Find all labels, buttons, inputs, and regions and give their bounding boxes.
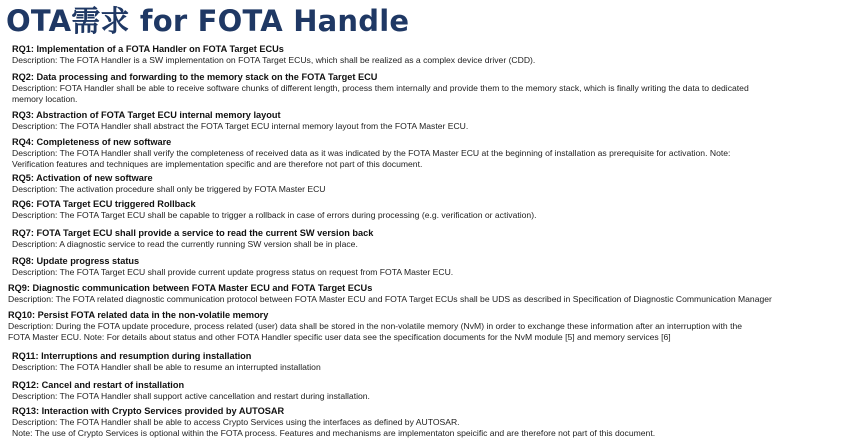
requirement-description: Description: During the FOTA update procedure, process related (user) data shall be stored in the non-volatile memory (NvM) in order to exchange these information after an interruption with the FOTA Master ECU. Note: For details about status and other FOTA Handler specific user data see the specification documents for the NvM module [5] and memory services [6]	[8, 321, 743, 342]
requirement-description: Description: The FOTA Target ECU shall provide current update progress status on request from FOTA Master ECU.	[12, 267, 454, 277]
requirement-description: Description: The FOTA Handler shall abstract the FOTA Target ECU internal memory layout from the FOTA Master ECU.	[12, 121, 469, 131]
requirement-heading: RQ2: Data processing and forwarding to the memory stack on the FOTA Target ECU	[12, 72, 378, 82]
requirement-heading: RQ11: Interruptions and resumption during installation	[12, 351, 252, 361]
requirement-rq5	[0, 173, 865, 195]
requirement-rq10	[0, 310, 865, 342]
requirement-description: Description: The FOTA Handler is a SW implementation on FOTA Target ECUs, which shall be realized as a complex device driver (CDD).	[12, 55, 536, 65]
requirement-description: Description: A diagnostic service to read the currently running SW version shall be in place.	[12, 239, 358, 249]
requirement-rq4	[0, 137, 865, 169]
requirement-rq11	[0, 351, 865, 373]
requirement-heading: RQ7: FOTA Target ECU shall provide a service to read the current SW version back	[12, 228, 374, 238]
requirement-rq6	[0, 199, 865, 221]
requirement-rq3	[0, 110, 865, 132]
requirement-description: Description: The activation procedure shall only be triggered by FOTA Master ECU	[12, 184, 326, 194]
requirement-heading: RQ9: Diagnostic communication between FOTA Master ECU and FOTA Target ECUs	[8, 283, 373, 293]
requirement-description: Description: The FOTA related diagnostic communication protocol between FOTA Master ECU and FOTA Target ECUs shall be UDS as described in Specification of Diagnostic Communication Manager	[8, 294, 772, 304]
requirement-heading: RQ8: Update progress status	[12, 256, 140, 266]
requirement-rq12	[0, 380, 865, 402]
requirement-heading: RQ4: Completeness of new software	[12, 137, 172, 147]
requirement-description: Description: The FOTA Handler shall be able to access Crypto Services using the interfaces as defined by AUTOSAR. Note: The use of Crypto Services is optional within the FOTA process. Features and mechanisms are implementaton speicific and are therefore not part of this document.	[12, 417, 656, 438]
requirement-rq9	[0, 283, 865, 305]
requirement-heading: RQ3: Abstraction of FOTA Target ECU internal memory layout	[12, 110, 281, 120]
requirement-heading: RQ5: Activation of new software	[12, 173, 153, 183]
requirement-heading: RQ10: Persist FOTA related data in the non-volatile memory	[8, 310, 269, 320]
requirement-description: Description: The FOTA Handler shall verify the completeness of received data as it was indicated by the FOTA Master ECU at the beginning of installation as prerequisite for activation. Note: Verification features and techniques are implementation specific and are therefore not part of this document.	[12, 148, 731, 169]
requirement-rq8	[0, 256, 865, 278]
requirement-description: Description: The FOTA Target ECU shall be capable to trigger a rollback in case of errors during processing (e.g. verification or activation).	[12, 210, 537, 220]
requirement-heading: RQ12: Cancel and restart of installation	[12, 380, 185, 390]
requirement-heading: RQ13: Interaction with Crypto Services provided by AUTOSAR	[12, 406, 285, 416]
requirement-description: Description: The FOTA Handler shall be able to resume an interrupted installation	[12, 362, 321, 372]
page-title: OTA需求 for FOTA Handle	[6, 4, 410, 38]
requirement-heading: RQ1: Implementation of a FOTA Handler on FOTA Target ECUs	[12, 44, 284, 54]
requirement-rq13	[0, 406, 865, 438]
requirement-description: Description: FOTA Handler shall be able to receive software chunks of different length, process them internally and provide them to the memory stack, which is finally writing the data to dedicated memory location.	[12, 83, 749, 104]
requirement-heading: RQ6: FOTA Target ECU triggered Rollback	[12, 199, 196, 209]
requirement-description: Description: The FOTA Handler shall support active cancellation and restart during installation.	[12, 391, 370, 401]
requirement-rq7	[0, 228, 865, 250]
requirement-rq1	[0, 44, 865, 66]
requirement-rq2	[0, 72, 865, 104]
